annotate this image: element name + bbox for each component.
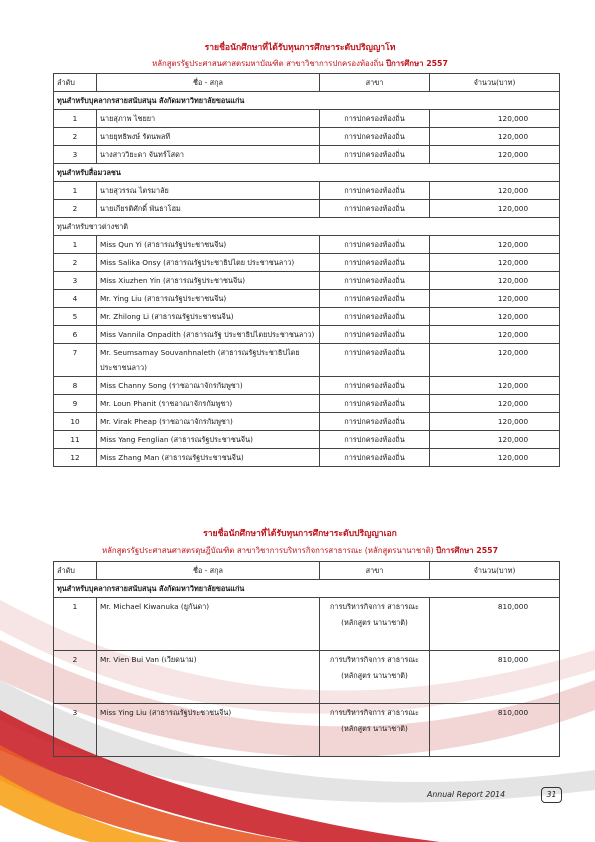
cell-no: 5 [54, 308, 97, 326]
table-row [54, 146, 560, 164]
cell-no: 1 [54, 182, 97, 200]
section2-table [53, 561, 560, 757]
group-label: ทุนสำหรับชาวต่างชาติ [54, 218, 560, 236]
cell-field: การปกครองท้องถิ่น [320, 449, 430, 467]
table-row [54, 431, 560, 449]
table-header [54, 74, 560, 92]
cell-no: 2 [54, 200, 97, 218]
cell-name: Miss Zhang Man (สาธารณรัฐประชาชนจีน) [97, 449, 320, 467]
table-row [54, 128, 560, 146]
cell-field: การปกครองท้องถิ่น [320, 128, 430, 146]
cell-amount: 120,000 [430, 449, 560, 467]
section2-program: หลักสูตรรัฐประศาสนศาสตรดุษฎีบัณฑิต สาขาวิชาการบริหารกิจการสาธารณะ (หลักสูตรนานาชาติ) [101, 546, 434, 555]
cell-field: การปกครองท้องถิ่น [320, 326, 430, 344]
group-row [54, 164, 560, 182]
cell-name: Mr. Virak Pheap (ราชอาณาจักรกัมพูชา) [97, 413, 320, 431]
cell-no: 1 [54, 598, 97, 651]
cell-field: การปกครองท้องถิ่น [320, 431, 430, 449]
cell-amount: 120,000 [430, 326, 560, 344]
cell-name: Miss Yang Fenglian (สาธารณรัฐประชาชนจีน) [97, 431, 320, 449]
header-no: ลำดับ [54, 562, 97, 580]
table-row [54, 651, 560, 704]
table-row [54, 344, 560, 377]
cell-field: การบริหารกิจการ สาธารณะ (หลักสูตร นานาชาติ) [320, 598, 430, 651]
cell-name: Miss Channy Song (ราชอาณาจักรกัมพูชา) [97, 377, 320, 395]
cell-field: การบริหารกิจการ สาธารณะ (หลักสูตร นานาชาติ) [320, 704, 430, 757]
group-row [54, 580, 560, 598]
section2-title: รายชื่อนักศึกษาที่ได้รับทุนการศึกษาระดับปริญญาเอก [203, 529, 397, 539]
cell-no: 1 [54, 110, 97, 128]
header-no: ลำดับ [54, 74, 97, 92]
cell-field: การปกครองท้องถิ่น [320, 308, 430, 326]
cell-field: การปกครองท้องถิ่น [320, 200, 430, 218]
cell-amount: 120,000 [430, 200, 560, 218]
cell-no: 10 [54, 413, 97, 431]
cell-name: นายเกียรติศักดิ์ พันธาโฮม [97, 200, 320, 218]
cell-field: การปกครองท้องถิ่น [320, 344, 430, 377]
cell-field: การปกครองท้องถิ่น [320, 110, 430, 128]
section2-year: ปีการศึกษา 2557 [436, 546, 499, 555]
cell-no: 6 [54, 326, 97, 344]
header-name: ชื่อ - สกุล [97, 74, 320, 92]
cell-amount: 120,000 [430, 272, 560, 290]
cell-amount: 810,000 [430, 704, 560, 757]
cell-amount: 810,000 [430, 598, 560, 651]
cell-field: การปกครองท้องถิ่น [320, 377, 430, 395]
table-row [54, 254, 560, 272]
cell-amount: 120,000 [430, 128, 560, 146]
header-field: สาขา [320, 74, 430, 92]
cell-name: Mr. Vien Bui Van (เวียดนาม) [97, 651, 320, 704]
cell-field: การปกครองท้องถิ่น [320, 290, 430, 308]
page-number: 31 [541, 787, 562, 803]
table-row [54, 182, 560, 200]
cell-field: การปกครองท้องถิ่น [320, 236, 430, 254]
table-row [54, 704, 560, 757]
cell-no: 2 [54, 128, 97, 146]
cell-amount: 120,000 [430, 146, 560, 164]
cell-no: 9 [54, 395, 97, 413]
table-row [54, 308, 560, 326]
section1-program-line [40, 58, 560, 69]
table-row [54, 377, 560, 395]
cell-field: การปกครองท้องถิ่น [320, 254, 430, 272]
cell-no: 1 [54, 236, 97, 254]
table-row [54, 413, 560, 431]
group-label: ทุนสำหรับบุคลากรสายสนับสนุน สังกัดมหาวิทยาลัยขอนแก่น [54, 92, 560, 110]
cell-amount: 120,000 [430, 290, 560, 308]
cell-field: การบริหารกิจการ สาธารณะ (หลักสูตร นานาชาติ) [320, 651, 430, 704]
section1-title: รายชื่อนักศึกษาที่ได้รับทุนการศึกษาระดับปริญญาโท [204, 43, 396, 53]
cell-amount: 120,000 [430, 413, 560, 431]
cell-no: 3 [54, 272, 97, 290]
table-row [54, 326, 560, 344]
cell-field: การปกครองท้องถิ่น [320, 182, 430, 200]
cell-amount: 120,000 [430, 236, 560, 254]
cell-name: Mr. Zhilong Li (สาธารณรัฐประชาชนจีน) [97, 308, 320, 326]
cell-amount: 120,000 [430, 377, 560, 395]
cell-amount: 120,000 [430, 344, 560, 377]
cell-no: 11 [54, 431, 97, 449]
cell-name: Miss Vannila Onpadith (สาธารณรัฐ ประชาธิปไตยประชาชนลาว) [97, 326, 320, 344]
group-label: ทุนสำหรับบุคลากรสายสนับสนุน สังกัดมหาวิทยาลัยขอนแก่น [54, 580, 560, 598]
table-header [54, 562, 560, 580]
group-label: ทุนสำหรับสื่อมวลชน [54, 164, 560, 182]
cell-field: การปกครองท้องถิ่น [320, 146, 430, 164]
cell-amount: 810,000 [430, 651, 560, 704]
header-amount: จำนวน(บาท) [430, 562, 560, 580]
table-row [54, 272, 560, 290]
cell-name: Miss Qun Yi (สาธารณรัฐประชาชนจีน) [97, 236, 320, 254]
cell-no: 8 [54, 377, 97, 395]
cell-amount: 120,000 [430, 110, 560, 128]
cell-amount: 120,000 [430, 431, 560, 449]
cell-no: 2 [54, 254, 97, 272]
section2-program-line [40, 545, 560, 556]
table-row [54, 395, 560, 413]
cell-name: Mr. Ying Liu (สาธารณรัฐประชาชนจีน) [97, 290, 320, 308]
section1-program: หลักสูตรรัฐประศาสนศาสตรมหาบัณฑิต สาขาวิชาการปกครองท้องถิ่น [152, 59, 384, 68]
cell-amount: 120,000 [430, 308, 560, 326]
cell-name: Miss Xiuzhen Yin (สาธารณรัฐประชาชนจีน) [97, 272, 320, 290]
header-field: สาขา [320, 562, 430, 580]
cell-field: การปกครองท้องถิ่น [320, 413, 430, 431]
table-row [54, 200, 560, 218]
cell-name: Miss Ying Liu (สาธารณรัฐประชาชนจีน) [97, 704, 320, 757]
cell-no: 3 [54, 704, 97, 757]
table-row [54, 110, 560, 128]
cell-no: 12 [54, 449, 97, 467]
section1-year: ปีการศึกษา 2557 [386, 59, 448, 68]
table-row [54, 290, 560, 308]
header-amount: จำนวน(บาท) [430, 74, 560, 92]
table-row [54, 449, 560, 467]
header-name: ชื่อ - สกุล [97, 562, 320, 580]
cell-no: 7 [54, 344, 97, 377]
cell-name: นายสุภาพ ไชยยา [97, 110, 320, 128]
cell-name: นายสุวรรณ ไตรมาลัย [97, 182, 320, 200]
cell-name: Mr. Seumsamay Souvanhnaleth (สาธารณรัฐประชาธิปไตยประชาชนลาว) [97, 344, 320, 377]
table-row [54, 236, 560, 254]
cell-name: นายยุทธิพงษ์ รัตนพลที [97, 128, 320, 146]
cell-field: การปกครองท้องถิ่น [320, 272, 430, 290]
cell-no: 2 [54, 651, 97, 704]
group-row [54, 92, 560, 110]
cell-amount: 120,000 [430, 254, 560, 272]
cell-no: 3 [54, 146, 97, 164]
group-row [54, 218, 560, 236]
cell-amount: 120,000 [430, 182, 560, 200]
footer-report-label: Annual Report 2014 [427, 790, 506, 799]
cell-name: Mr. Michael Kiwanuka (ยูกันดา) [97, 598, 320, 651]
table-row [54, 598, 560, 651]
cell-amount: 120,000 [430, 395, 560, 413]
cell-field: การปกครองท้องถิ่น [320, 395, 430, 413]
cell-name: Miss Salika Onsy (สาธารณรัฐประชาธิปไตย ประชาชนลาว) [97, 254, 320, 272]
cell-name: Mr. Loun Phanit (ราชอาณาจักรกัมพูชา) [97, 395, 320, 413]
cell-name: นางสาววิยะดา จันทร์โสดา [97, 146, 320, 164]
cell-no: 4 [54, 290, 97, 308]
section1-table [53, 73, 560, 467]
